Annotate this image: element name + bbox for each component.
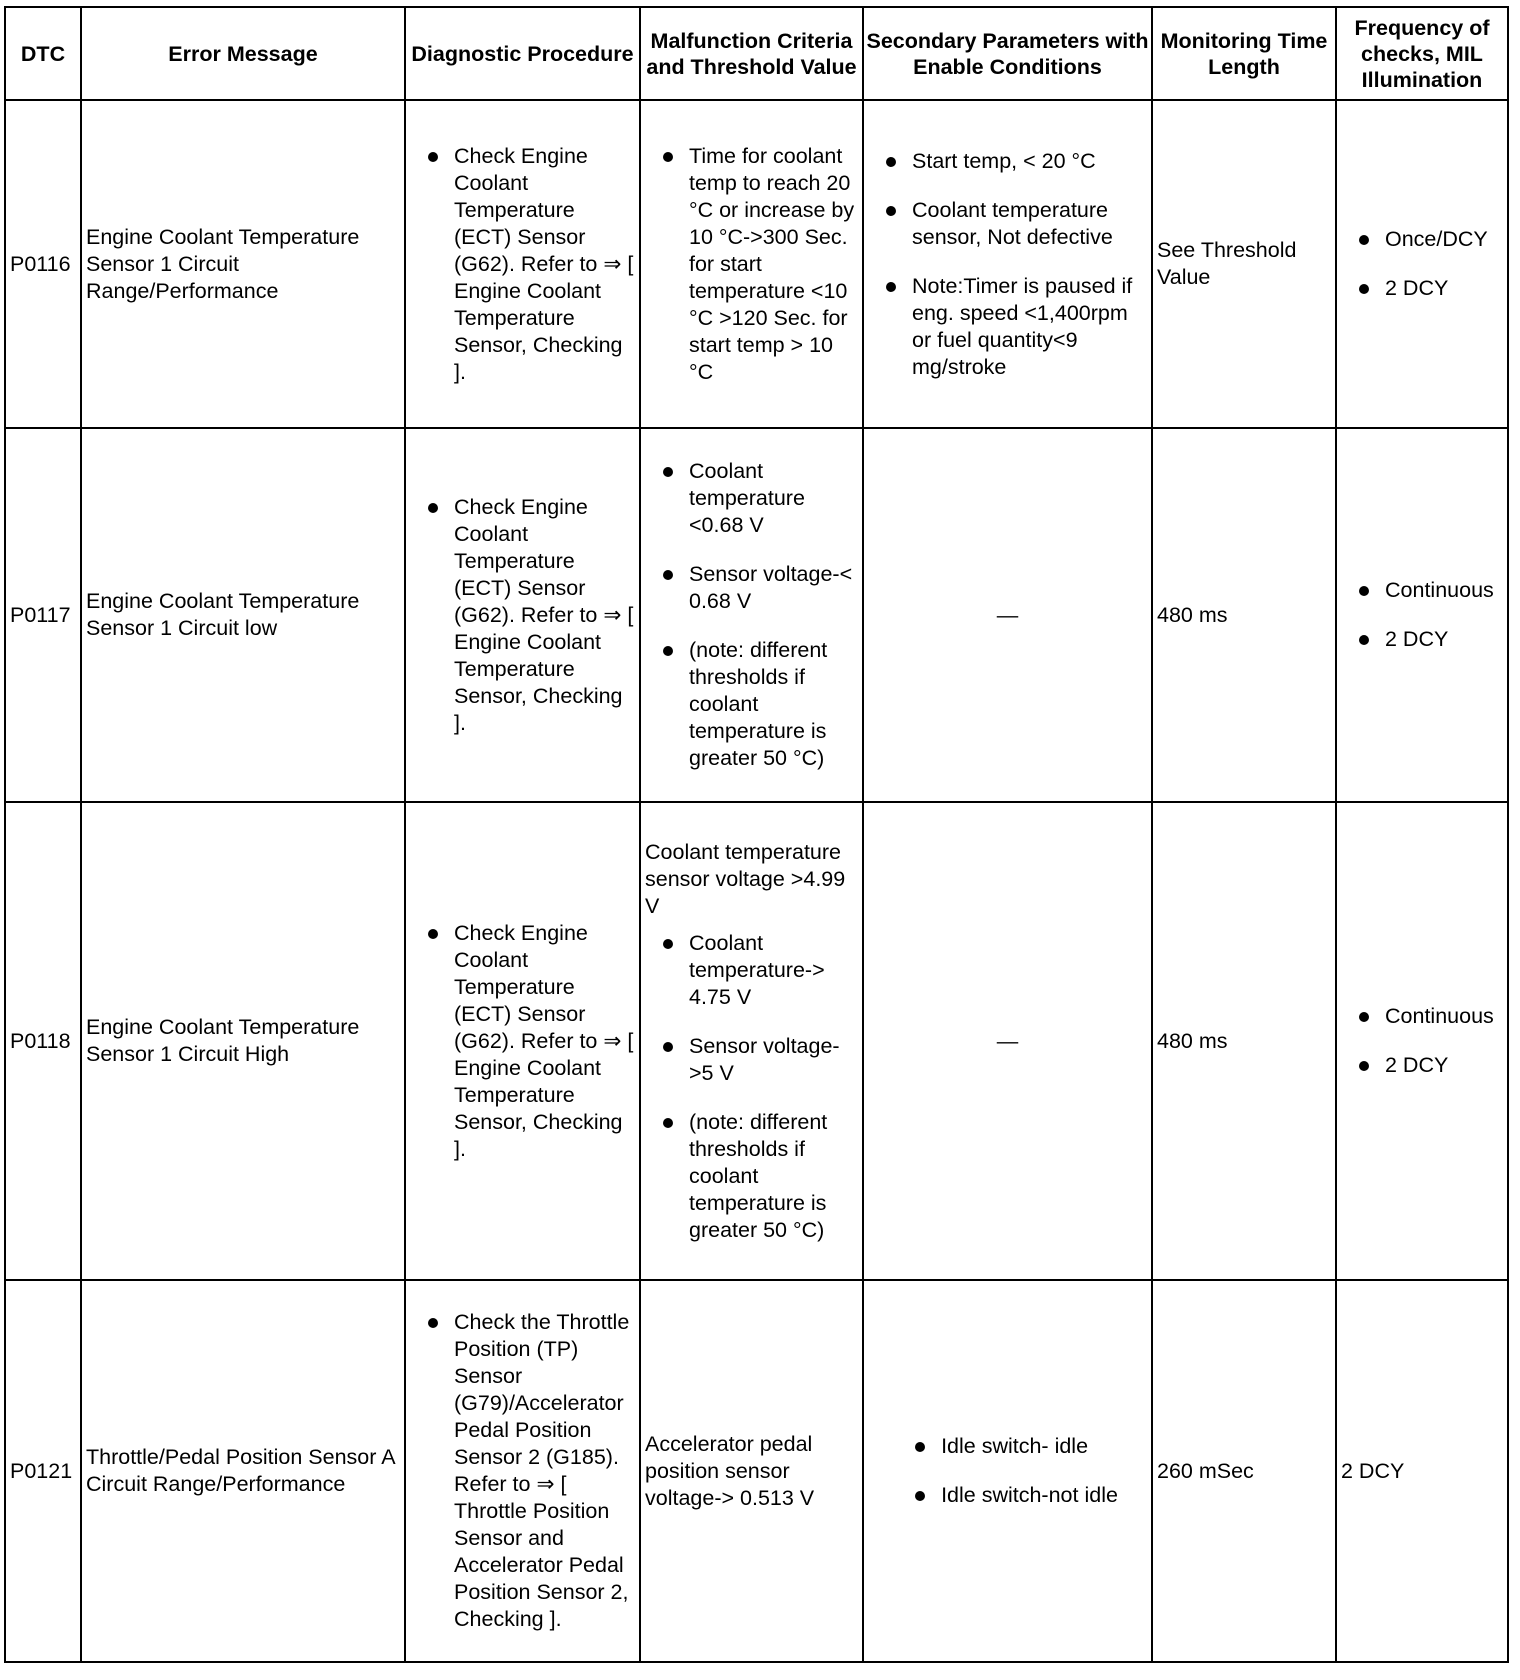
dtc-code: P0116 — [5, 100, 81, 428]
criteria-list — [645, 458, 858, 772]
list-item: Check Engine Coolant Temperature (ECT) Sensor (G62). Refer to ⇒ [ Engine Coolant Temperature Sensor, Checking ]. — [410, 494, 635, 737]
frequency-list — [1341, 1003, 1503, 1079]
frequency-list — [1341, 577, 1503, 653]
list-item: 2 DCY — [1341, 1052, 1503, 1079]
criteria-intro: Coolant temperature sensor voltage >4.99 V — [645, 839, 846, 918]
table-row — [5, 802, 1508, 1280]
header-malfunction-criteria: Malfunction Criteria and Threshold Value — [640, 7, 863, 100]
list-item: Check Engine Coolant Temperature (ECT) Sensor (G62). Refer to ⇒ [ Engine Coolant Temperature Sensor, Checking ]. — [410, 920, 635, 1163]
list-item: Check Engine Coolant Temperature (ECT) Sensor (G62). Refer to ⇒ [ Engine Coolant Temperature Sensor, Checking ]. — [410, 143, 635, 386]
list-item: Time for coolant temp to reach 20 °C or increase by 10 °C->300 Sec. for start temperature <10 °C >120 Sec. for start temp > 10 °C — [645, 143, 858, 386]
header-monitoring-time: Monitoring Time Length — [1152, 7, 1336, 100]
list-item: Idle switch-not idle — [897, 1482, 1118, 1509]
procedure-list — [410, 1309, 635, 1633]
monitoring-time: 480 ms — [1152, 802, 1336, 1280]
error-message: Engine Coolant Temperature Sensor 1 Circuit Range/Performance — [81, 100, 405, 428]
dtc-code: P0118 — [5, 802, 81, 1280]
header-error-message: Error Message — [81, 7, 405, 100]
dtc-code: P0117 — [5, 428, 81, 802]
header-row — [5, 7, 1508, 100]
list-item: Check the Throttle Position (TP) Sensor (G79)/Accelerator Pedal Position Sensor 2 (G185). Refer to ⇒ [ Throttle Position Sensor and Accelerator Pedal Position Sensor 2, Checking ]. — [410, 1309, 635, 1633]
secondary-list — [868, 148, 1147, 381]
frequency — [1336, 802, 1508, 1280]
dtc-code: P0121 — [5, 1280, 81, 1662]
list-item: Sensor voltage->5 V — [645, 1033, 858, 1087]
list-item: Sensor voltage-< 0.68 V — [645, 561, 858, 615]
table-row — [5, 428, 1508, 802]
diagnostic-procedure — [405, 428, 640, 802]
secondary-parameters — [863, 100, 1152, 428]
header-diagnostic-procedure: Diagnostic Procedure — [405, 7, 640, 100]
procedure-list — [410, 494, 635, 737]
list-item: Idle switch- idle — [897, 1433, 1118, 1460]
table-row — [5, 1280, 1508, 1662]
list-item: Continuous — [1341, 577, 1503, 604]
secondary-parameters — [863, 1280, 1152, 1662]
list-item: Continuous — [1341, 1003, 1503, 1030]
dtc-table — [4, 6, 1509, 1663]
criteria-list — [645, 930, 858, 1244]
malfunction-criteria — [640, 100, 863, 428]
header-secondary-parameters: Secondary Parameters with Enable Conditions — [863, 7, 1152, 100]
list-item: Once/DCY — [1341, 226, 1503, 253]
diagnostic-procedure — [405, 100, 640, 428]
malfunction-criteria: Accelerator pedal position sensor voltage-> 0.513 V — [640, 1280, 863, 1662]
monitoring-time: 260 mSec — [1152, 1280, 1336, 1662]
frequency: 2 DCY — [1336, 1280, 1508, 1662]
diagnostic-procedure — [405, 1280, 640, 1662]
list-item: Note:Timer is paused if eng. speed <1,400rpm or fuel quantity<9 mg/stroke — [868, 273, 1147, 381]
secondary-parameters: — — [863, 428, 1152, 802]
list-item: Coolant temperature-> 4.75 V — [645, 930, 858, 1011]
procedure-list — [410, 143, 635, 386]
list-item: Coolant temperature <0.68 V — [645, 458, 858, 539]
frequency — [1336, 100, 1508, 428]
malfunction-criteria — [640, 428, 863, 802]
table-row — [5, 100, 1508, 428]
error-message: Engine Coolant Temperature Sensor 1 Circuit low — [81, 428, 405, 802]
list-item: 2 DCY — [1341, 626, 1503, 653]
header-dtc: DTC — [5, 7, 81, 100]
list-item: 2 DCY — [1341, 275, 1503, 302]
list-item: (note: different thresholds if coolant temperature is greater 50 °C) — [645, 637, 858, 772]
diagnostic-procedure — [405, 802, 640, 1280]
frequency-list — [1341, 226, 1503, 302]
monitoring-time: 480 ms — [1152, 428, 1336, 802]
secondary-list — [897, 1433, 1118, 1509]
monitoring-time: See Threshold Value — [1152, 100, 1336, 428]
list-item: Coolant temperature sensor, Not defective — [868, 197, 1147, 251]
procedure-list — [410, 920, 635, 1163]
list-item: (note: different thresholds if coolant temperature is greater 50 °C) — [645, 1109, 858, 1244]
secondary-parameters: — — [863, 802, 1152, 1280]
frequency — [1336, 428, 1508, 802]
error-message: Throttle/Pedal Position Sensor A Circuit Range/Performance — [81, 1280, 405, 1662]
malfunction-criteria — [640, 802, 863, 1280]
error-message: Engine Coolant Temperature Sensor 1 Circuit High — [81, 802, 405, 1280]
list-item: Start temp, < 20 °C — [868, 148, 1147, 175]
criteria-list — [645, 143, 858, 386]
header-frequency: Frequency of checks, MIL Illumination — [1336, 7, 1508, 100]
